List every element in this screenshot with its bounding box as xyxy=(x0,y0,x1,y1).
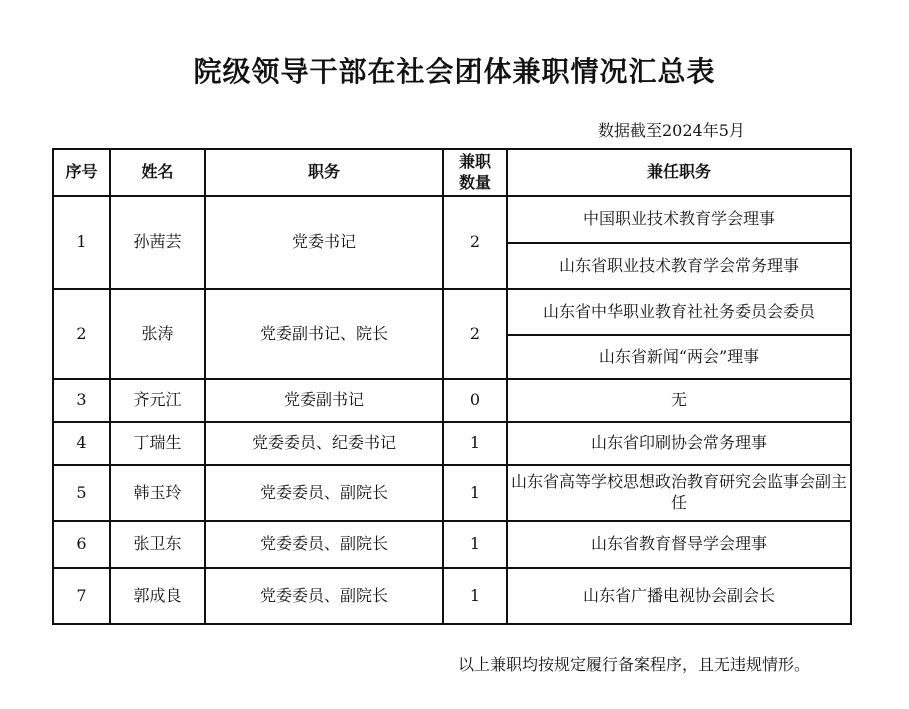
cell-name: 丁瑞生 xyxy=(110,422,205,465)
cell-position: 山东省职业技术教育学会常务理事 xyxy=(507,243,851,289)
table-row xyxy=(53,465,851,521)
cell-role: 党委副书记、院长 xyxy=(205,289,443,379)
table-row xyxy=(53,568,851,624)
table-row xyxy=(53,521,851,568)
summary-table xyxy=(52,148,852,625)
cell-role: 党委委员、副院长 xyxy=(205,568,443,624)
cell-position: 无 xyxy=(507,379,851,422)
cell-position: 山东省广播电视协会副会长 xyxy=(507,568,851,624)
header-row xyxy=(53,149,851,196)
cell-name: 韩玉玲 xyxy=(110,465,205,521)
header-index: 序号 xyxy=(53,149,110,196)
cell-index: 3 xyxy=(53,379,110,422)
cell-role: 党委委员、副院长 xyxy=(205,465,443,521)
header-count: 兼职数量 xyxy=(443,149,507,196)
footer-note: 以上兼职均按规定履行备案程序，且无违规情形。 xyxy=(458,655,811,674)
cell-index: 6 xyxy=(53,521,110,568)
header-name: 姓名 xyxy=(110,149,205,196)
cell-count: 2 xyxy=(443,289,507,379)
cell-name: 张涛 xyxy=(110,289,205,379)
cell-position: 中国职业技术教育学会理事 xyxy=(507,196,851,243)
cell-count: 0 xyxy=(443,379,507,422)
header-role: 职务 xyxy=(205,149,443,196)
as-of-date: 数据截至2024年5月 xyxy=(598,121,745,140)
cell-index: 4 xyxy=(53,422,110,465)
cell-position: 山东省中华职业教育社社务委员会委员 xyxy=(507,289,851,335)
header-positions: 兼任职务 xyxy=(507,149,851,196)
cell-count: 1 xyxy=(443,422,507,465)
cell-count: 1 xyxy=(443,521,507,568)
document-title: 院级领导干部在社会团体兼职情况汇总表 xyxy=(193,55,716,88)
table-row xyxy=(53,422,851,465)
cell-name: 孙茜芸 xyxy=(110,196,205,289)
cell-name: 齐元江 xyxy=(110,379,205,422)
cell-name: 郭成良 xyxy=(110,568,205,624)
table-row xyxy=(53,289,851,335)
cell-index: 7 xyxy=(53,568,110,624)
table-row xyxy=(53,379,851,422)
cell-position: 山东省教育督导学会理事 xyxy=(507,521,851,568)
cell-position: 山东省新闻“两会”理事 xyxy=(507,335,851,379)
cell-count: 2 xyxy=(443,196,507,289)
cell-role: 党委委员、纪委书记 xyxy=(205,422,443,465)
cell-index: 5 xyxy=(53,465,110,521)
cell-role: 党委书记 xyxy=(205,196,443,289)
cell-name: 张卫东 xyxy=(110,521,205,568)
cell-count: 1 xyxy=(443,568,507,624)
cell-role: 党委委员、副院长 xyxy=(205,521,443,568)
cell-index: 2 xyxy=(53,289,110,379)
cell-index: 1 xyxy=(53,196,110,289)
table-row xyxy=(53,196,851,243)
cell-position: 山东省高等学校思想政治教育研究会监事会副主任 xyxy=(507,465,851,521)
cell-count: 1 xyxy=(443,465,507,521)
cell-role: 党委副书记 xyxy=(205,379,443,422)
cell-position: 山东省印刷协会常务理事 xyxy=(507,422,851,465)
